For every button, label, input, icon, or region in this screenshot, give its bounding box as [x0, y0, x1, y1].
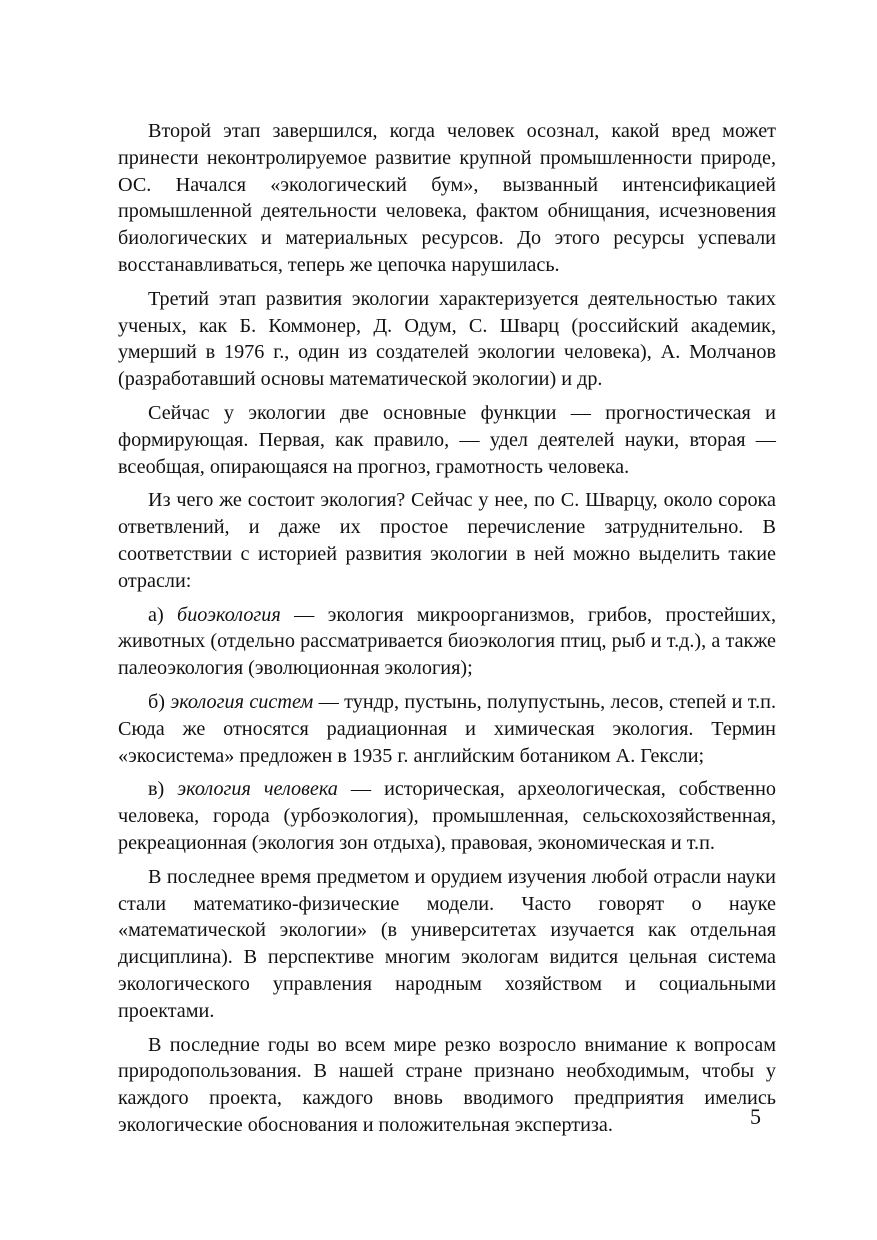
- paragraph-nature-management: В последние годы во всем мире резко возросло внимание к вопросам природопользования. В нашей стране признано необходимым, чтобы у каждого проекта, каждого вновь вводимого предприятия имелись экологические обоснования и положительная экспертиза.: [118, 1033, 776, 1136]
- paragraph-second-stage: Второй этап завершился, когда человек осознал, какой вред может принести неконтролируемое развитие крупной промышленности природе, ОС. Начался «экологический бум», вызванный интенсификацией промышленной деятельности человека, фактом обнищания, исчезновения биологических и материальных ресурсов. До этого ресурсы успевали восстанавливаться, теперь же цепочка нарушилась.: [118, 120, 776, 276]
- paragraph-branches-intro: Из чего же состоит экология? Сейчас у нее, по С. Шварцу, около сорока ответвлений, и даже их простое перечисление затруднительно. В соответствии с историей развития экологии в ней можно выделить такие отрасли:: [118, 489, 776, 592]
- list-item-human-ecology: [118, 776, 776, 856]
- page-number: 5: [750, 1104, 761, 1129]
- page-body: [118, 118, 776, 1139]
- list-item-text: — историческая, археологическая, собственно человека, города (урбоэкология), промышленная, сельскохозяйственная, рекреационная (экология зон отдыха), правовая, экономическая и т.п.: [118, 778, 776, 854]
- list-item-text: — экология микроорганизмов, грибов, простейших, животных (отдельно рассматривается биоэкология птиц, рыб и т.д.), а также палеоэкология (эволюционная экология);: [118, 603, 776, 680]
- list-item-systems-ecology: [118, 689, 776, 769]
- list-item-term: экология человека: [177, 778, 338, 801]
- list-item-term: биоэкология: [177, 603, 281, 626]
- list-item-bioecology: [118, 602, 776, 682]
- paragraph-math-models: В последнее время предметом и орудием изучения любой отрасли науки стали математико-физические модели. Часто говорят о науке «математической экологии» (в университетах изучается как отдельная дисциплина). В перспективе многим экологам видится цельная система экологического управления народным хозяйством и социальными проектами.: [118, 865, 776, 1022]
- list-item-prefix: а): [148, 603, 178, 626]
- list-item-term: экология систем: [170, 690, 314, 713]
- list-item-prefix: в): [148, 778, 178, 801]
- list-item-prefix: б): [148, 690, 171, 713]
- list-item-text: — тундр, пустынь, полупустынь, лесов, степей и т.п. Сюда же относятся радиационная и химическая экология. Термин «экосистема» предложен в 1935 г. английским ботаником А. Гексли;: [118, 690, 776, 767]
- paragraph-functions: Сейчас у экологии две основные функции — прогностическая и формирующая. Первая, как правило, — удел деятелей науки, вторая — всеобщая, опирающаяся на прогноз, грамотность человека.: [118, 401, 776, 478]
- paragraph-third-stage: Третий этап развития экологии характеризуется деятельностью таких ученых, как Б. Коммонер, Д. Одум, С. Шварц (российский академик, умерший в 1976 г., один из создателей экологии человека), А. Молчанов (разработавший основы математической экологии) и др.: [118, 287, 776, 391]
